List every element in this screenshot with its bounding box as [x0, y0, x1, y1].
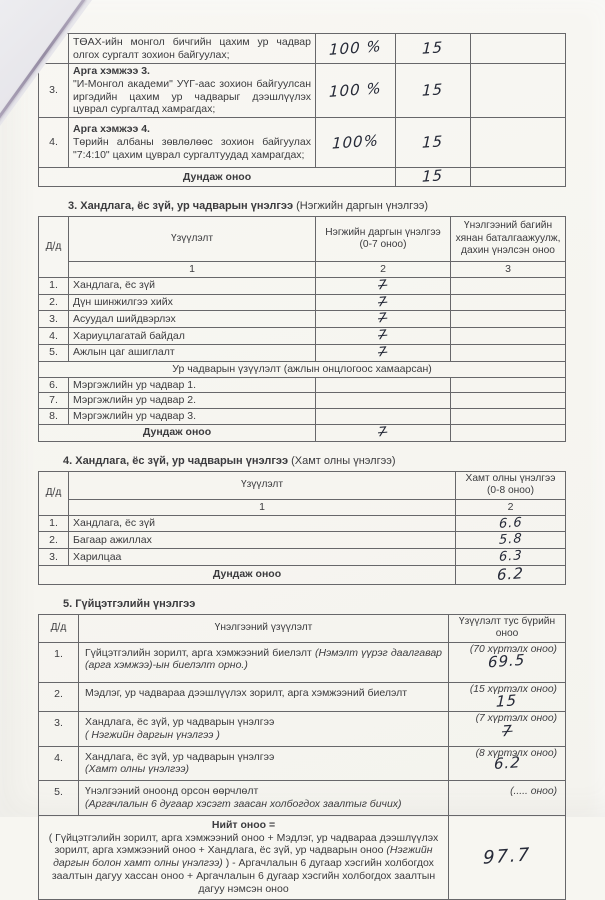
total-formula-part1: ( Гүйцэтгэлийн зорилт, арга хэмжээний оноо + Мэдлэг, ур чадвараа дээшлүүлэх зорилт, арга хэмжээний оноо + Хандлага, ёс зүй, ур чадварын оноо: [48, 831, 439, 857]
row-number-cell: 4.: [39, 328, 69, 345]
indicator-cell: Багаар ажиллах: [69, 532, 456, 549]
table-row: [39, 746, 566, 781]
handwritten-total-score: 97.7: [482, 844, 532, 869]
header-row: [39, 614, 566, 642]
section4-title-bold: 4. Хандлага, ёс зүй, ур чадварын үнэлгээ: [63, 454, 289, 467]
indicator-cell: Хандлага, ёс зүй: [69, 515, 456, 532]
score-cap-label: (..... оноо): [510, 786, 557, 798]
score-cell: [449, 642, 566, 682]
indicator-note: ( Нэгжийн даргын үнэлгээ ): [85, 728, 220, 741]
score-cap-label: (7 хүртэлх оноо): [475, 712, 557, 724]
verify-cell: [451, 377, 566, 393]
table-row: [39, 34, 566, 64]
average-label-cell: Дундаж оноо: [39, 565, 456, 584]
performance-evaluation-table: [38, 614, 566, 900]
score-cell: [396, 118, 471, 168]
table-row: [39, 277, 566, 294]
handwritten-score: 69.5: [488, 650, 526, 672]
section4-title-paren: (Хамт олны үнэлгээ): [291, 454, 396, 467]
handwritten-percent: 100%: [331, 131, 380, 153]
verify-cell: [451, 344, 566, 361]
total-formula-part2: ) - Аргачлалын 6 дугаар хэсгийн холбогдох заалтын дагуу хассан оноо + Аргачлалын 6 дугаар хэсгийн холбогдох заалтын дагуу нэмсэн оноо: [51, 857, 436, 895]
indicator-note: (Нэмэлт үүрэг даалгавар (арга хэмжээ)-ын биелэлт орно.): [85, 646, 442, 672]
indicator-note: (Хамт олны үнэлгээ): [85, 763, 190, 776]
total-row: [39, 815, 566, 899]
column-header-indicator: Үзүүлэлт: [69, 216, 316, 261]
handwritten-score: 7: [378, 294, 388, 310]
table-row: [39, 781, 566, 816]
handwritten-score: 15: [422, 131, 444, 152]
verify-cell: [471, 168, 566, 187]
indicator-cell: [79, 711, 449, 746]
section5-title: 5. Гүйцэтгэлийн үнэлгээ: [63, 597, 196, 610]
indicator-cell: Ажлын цаг ашиглалт: [69, 344, 316, 361]
header-row: [39, 216, 566, 261]
indicator-main-text: Хандлага, ёс зүй, ур чадварын үнэлгээ: [85, 750, 275, 763]
total-formula-italic: (Нэгжийн даргын болон хамт олны үнэлгээ): [53, 844, 433, 870]
row-number-cell: 6.: [39, 377, 69, 393]
score-cell: [456, 515, 566, 532]
peer-evaluation-table: [38, 471, 566, 585]
row-number-cell: 1.: [39, 277, 69, 294]
verify-cell: [451, 328, 566, 345]
verify-cell: [471, 64, 566, 118]
average-row: [39, 565, 566, 584]
training-measures-table: [38, 33, 566, 187]
verify-cell: [451, 424, 566, 441]
table-row: [39, 409, 566, 425]
score-cell: [396, 64, 471, 118]
handwritten-score: 7: [378, 311, 388, 327]
section3-title-paren: (Нэгжийн даргын үнэлгээ): [296, 199, 429, 212]
handwritten-score-wrap: [453, 691, 561, 711]
subheader-row: [39, 361, 566, 377]
handwritten-percent: 100 %: [328, 36, 383, 59]
total-score-cell: [449, 815, 566, 899]
measure-text-cell: ТӨАХ-ийн монгол бичгийн цахим ур чадвар олгох сургалт зохион байгуулах;: [69, 34, 316, 64]
header-row: [39, 471, 566, 499]
score-cell: [396, 34, 471, 64]
column-header-dd: Д/д: [39, 471, 69, 515]
verify-cell: [451, 393, 566, 409]
score-cell: [316, 409, 451, 425]
score-cell: [449, 711, 566, 746]
row-number-cell: 3.: [39, 711, 79, 746]
score-cell: [449, 781, 566, 816]
row-number-cell: 3.: [39, 311, 69, 328]
table-row: [39, 393, 566, 409]
handwritten-score: 15: [422, 79, 444, 100]
indicator-cell: Дүн шинжилгээ хийх: [69, 294, 316, 311]
average-row: [39, 168, 566, 187]
row-number-cell: 3.: [39, 64, 69, 118]
handwritten-score: 15: [422, 37, 444, 58]
average-label-cell: Дундаж оноо: [39, 168, 396, 187]
average-row: [39, 424, 566, 441]
measure-title: Арга хэмжээ 4.: [73, 123, 150, 136]
column-header-dd: Д/д: [39, 216, 69, 277]
column-number: 2: [316, 261, 451, 277]
measure-text-cell: [69, 118, 316, 168]
indicator-cell: Хандлага, ёс зүй: [69, 277, 316, 294]
average-score-cell: [396, 168, 471, 187]
indicator-note: (Аргачлалын 6 дугаар хэсэгт заасан холбогдох заалтыг бичих): [85, 797, 402, 810]
skills-subheader: Ур чадварын үзүүлэлт (ажлын онцлогоос хамаарсан): [39, 361, 566, 377]
handwritten-score-wrap: [453, 721, 561, 740]
score-cell: [316, 393, 451, 409]
score-cap-label: (70 хүртэлх оноо): [469, 643, 557, 655]
handwritten-score: 7: [501, 721, 513, 740]
measure-text-cell: [69, 64, 316, 118]
measure-description: Төрийн албаны зөвлөлөөс зохион байгуулах "7:4:10" цахим цуврал сургалтуудад хамрагдах;: [73, 136, 311, 162]
measure-description: "И-Монгол академи" УҮГ-аас зохион байгуулсан иргэдийн цахим ур чадварыг дээшлүүлэх цуврал сургалтад хамрагдах;: [73, 77, 311, 116]
verify-cell: [451, 311, 566, 328]
table-row: [39, 642, 566, 682]
row-number-cell: 4.: [39, 118, 69, 168]
handwritten-average-score: 7: [378, 424, 388, 441]
handwritten-score: 6.2: [493, 753, 521, 774]
row-number-cell: 2.: [39, 532, 69, 549]
column-header-manager-score: Нэгжийн даргын үнэлгээ (0-7 оноо): [316, 216, 451, 261]
score-cap-label: (8 хүртэлх оноо): [475, 747, 557, 759]
average-score-cell: [456, 565, 566, 584]
row-number-cell: 2.: [39, 682, 79, 711]
indicator-cell: [79, 781, 449, 816]
handwritten-score-wrap: [453, 650, 561, 672]
score-cap-label: (15 хүртэлх оноо): [469, 683, 557, 695]
score-cell: [316, 311, 451, 328]
average-score-cell: [316, 424, 451, 441]
percent-cell: [316, 64, 396, 118]
row-number-cell: 1.: [39, 515, 69, 532]
column-number: 1: [69, 261, 316, 277]
row-number-cell: 3.: [39, 549, 69, 566]
score-cell: [449, 682, 566, 711]
table-row: [39, 328, 566, 345]
handwritten-score: 6.6: [498, 514, 523, 532]
average-label-cell: Дундаж оноо: [39, 424, 316, 441]
row-number-cell: 7.: [39, 393, 69, 409]
row-number-cell: 5.: [39, 344, 69, 361]
percent-cell: [316, 118, 396, 168]
handwritten-average-score: 15: [422, 166, 444, 186]
table-row: [39, 711, 566, 746]
column-number-row: [39, 499, 566, 515]
score-cell: [449, 746, 566, 781]
indicator-main-text: Үнэлгээний оноонд орсон өөрчлөлт: [85, 785, 259, 798]
indicator-main-text: Хандлага, ёс зүй, ур чадварын үнэлгээ: [85, 715, 275, 728]
handwritten-percent: 100 %: [328, 78, 383, 101]
table-row: [39, 311, 566, 328]
row-number-cell: 1.: [39, 642, 79, 682]
indicator-main-text: Гүйцэтгэлийн зорилт, арга хэмжээний биелэлт: [85, 646, 316, 659]
table-row: [39, 549, 566, 566]
indicator-cell: Мэргэжлийн ур чадвар 3.: [69, 409, 316, 425]
score-cell: [316, 328, 451, 345]
score-cell: [316, 277, 451, 294]
handwritten-score: 5.8: [498, 531, 523, 549]
table-row: [39, 118, 566, 168]
measure-title: Арга хэмжээ 3.: [73, 65, 150, 77]
score-cell: [316, 294, 451, 311]
percent-cell: [316, 34, 396, 64]
indicator-cell: Хариуцлагатай байдал: [69, 328, 316, 345]
table-row: [39, 64, 566, 118]
verify-cell: [471, 34, 566, 64]
column-header-verify-score: Үнэлгээний багийн хянан баталгаажуулж, дахин үнэлсэн оноо: [451, 216, 566, 261]
score-cell: [316, 377, 451, 393]
total-formula-cell: [39, 815, 449, 899]
column-number: 1: [69, 499, 456, 515]
column-header-peer-score: Хамт олны үнэлгээ (0-8 оноо): [456, 471, 566, 499]
row-number-cell: 2.: [39, 294, 69, 311]
score-cell: [456, 549, 566, 566]
handwritten-score: 7: [378, 327, 388, 344]
row-number-cell: 8.: [39, 409, 69, 425]
section3-title: [68, 200, 605, 212]
handwritten-score: 15: [496, 691, 518, 711]
column-header-indicator: Үзүүлэлт: [69, 471, 456, 499]
table-row: [39, 515, 566, 532]
handwritten-score: 7: [378, 277, 388, 294]
section4-title: [63, 455, 605, 467]
score-cell: [456, 532, 566, 549]
verify-cell: [451, 294, 566, 311]
total-heading: Нийт оноо =: [211, 818, 276, 831]
indicator-cell: Харилцаа: [69, 549, 456, 566]
table-row: [39, 532, 566, 549]
verify-cell: [471, 118, 566, 168]
column-header-score: Үзүүлэлт тус бүрийн оноо: [449, 614, 566, 642]
table-row: [39, 682, 566, 711]
table-row: [39, 294, 566, 311]
indicator-cell: [79, 746, 449, 781]
row-number-cell: 4.: [39, 746, 79, 781]
handwritten-score: 7: [378, 344, 388, 361]
row-number-cell: 5.: [39, 781, 79, 816]
manager-evaluation-table: [38, 216, 566, 442]
indicator-cell: Мэргэжлийн ур чадвар 1.: [69, 377, 316, 393]
total-formula-text: [47, 832, 440, 896]
indicator-cell: Мэргэжлийн ур чадвар 2.: [69, 393, 316, 409]
section3-title-bold: 3. Хандлага, ёс зүй, ур чадварын үнэлгээ: [68, 199, 294, 212]
table-row: [39, 377, 566, 393]
handwritten-score: 6.3: [498, 548, 523, 566]
handwritten-average-score: 6.2: [496, 563, 525, 584]
column-header-indicator: Үнэлгээний үзүүлэлт: [79, 614, 449, 642]
column-number-row: [39, 261, 566, 277]
column-header-dd: Д/д: [39, 614, 79, 642]
verify-cell: [451, 409, 566, 425]
indicator-cell: Асуудал шийдвэрлэх: [69, 311, 316, 328]
score-cell: [316, 344, 451, 361]
indicator-cell: Мэдлэг, ур чадвараа дээшлүүлэх зорилт, арга хэмжээний биелэлт: [79, 682, 449, 711]
table-row: [39, 344, 566, 361]
verify-cell: [451, 277, 566, 294]
column-number: 2: [456, 499, 566, 515]
column-number: 3: [451, 261, 566, 277]
indicator-cell: [79, 642, 449, 682]
